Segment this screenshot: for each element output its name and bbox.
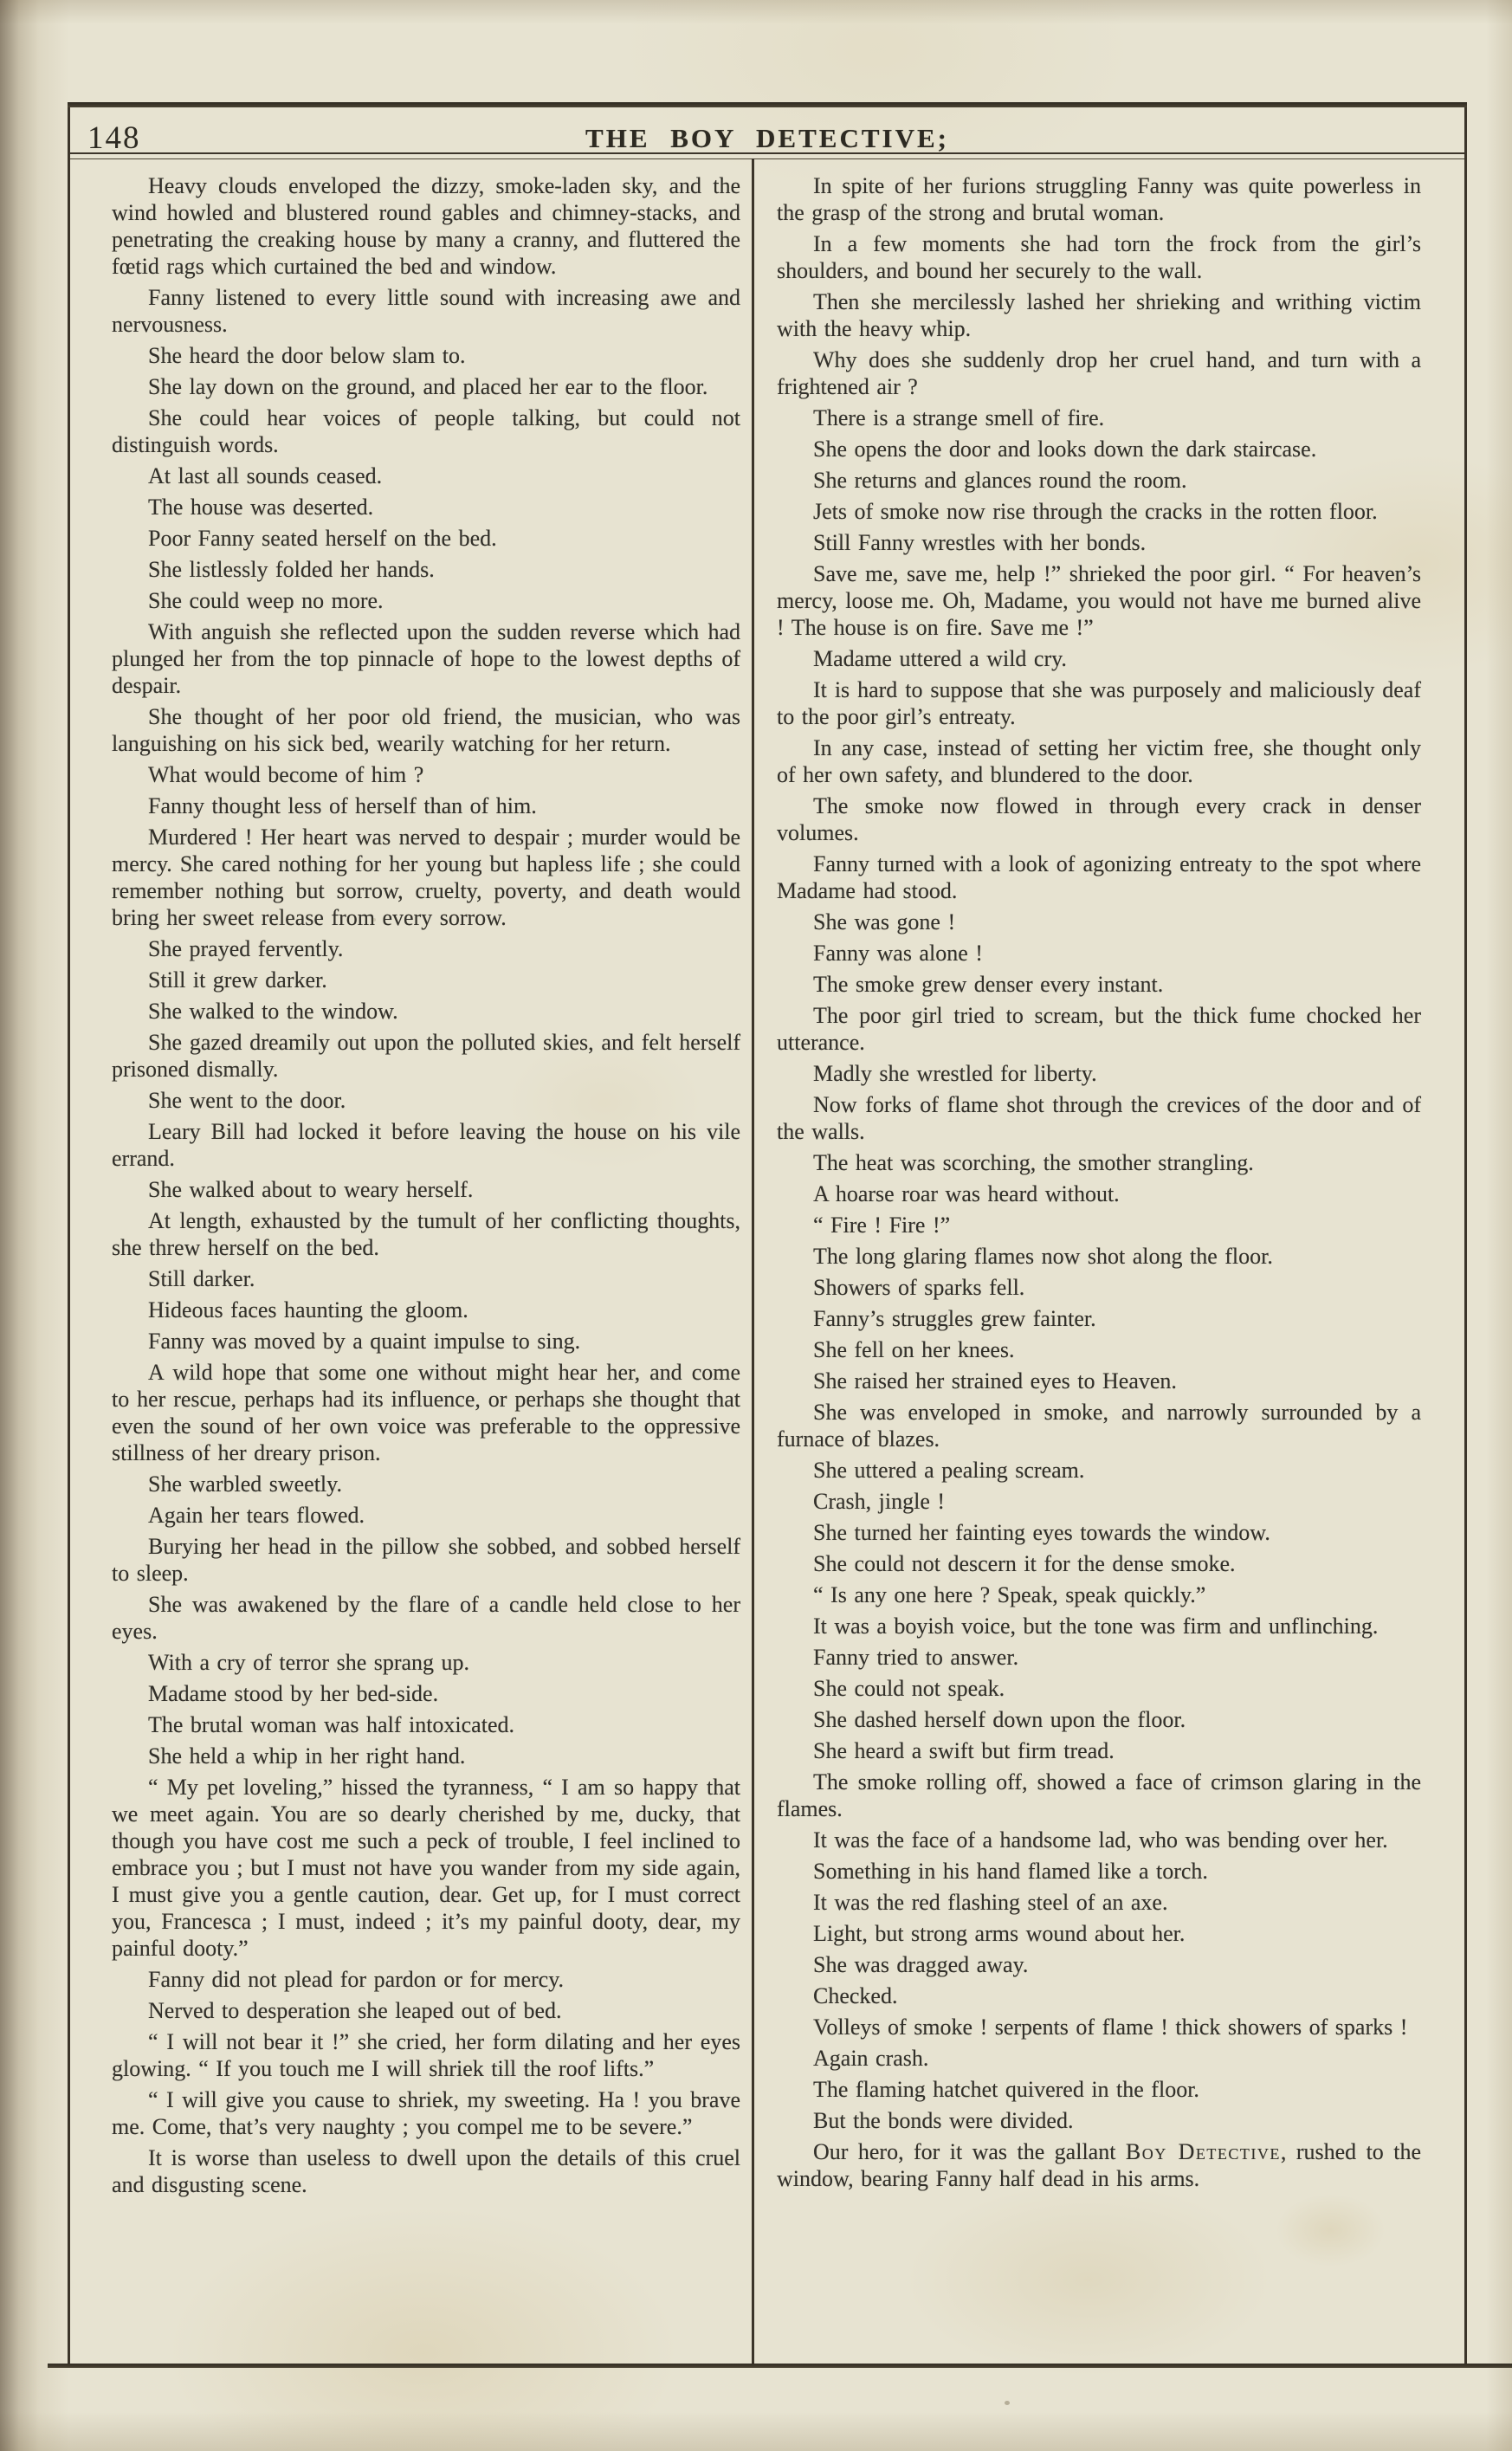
paragraph: She was awakened by the flare of a candle held close to her eyes. <box>112 1592 740 1644</box>
top-rule <box>68 102 1467 107</box>
paragraph: At length, exhausted by the tumult of her conflicting thoughts, she threw herself on the bed. <box>112 1208 740 1260</box>
paragraph: It is worse than useless to dwell upon the details of this cruel and disgusting scene. <box>112 2145 740 2197</box>
paragraph: Volleys of smoke ! serpents of flame ! thick showers of sparks ! <box>813 2014 1408 2040</box>
paragraph: What would become of him ? <box>148 762 424 787</box>
paragraph: Murdered ! Her heart was nerved to despair ; murder would be mercy. She cared nothing for her young but hapless life ; she could remember nothing but sorrow, cruelty, poverty, and death would bring her sweet release from every sorrow. <box>112 825 740 930</box>
paragraph: The smoke rolling off, showed a face of crimson glaring in the flames. <box>777 1769 1421 1821</box>
paragraph: Fanny did not plead for pardon or for mercy. <box>148 1967 565 1992</box>
paragraph: A wild hope that some one without might hear her, and come to her rescue, perhaps had its influence, or perhaps she thought that even the sound of her own voice was preferable to the oppressive stillness of her dreary prison. <box>112 1360 740 1465</box>
paragraph: Hideous faces haunting the gloom. <box>148 1297 468 1323</box>
paragraph: Now forks of flame shot through the crevices of the door and of the walls. <box>777 1092 1421 1144</box>
paragraph: She prayed fervently. <box>148 936 344 961</box>
paragraph: Light, but strong arms wound about her. <box>813 1921 1186 1946</box>
paragraph: She dashed herself down upon the floor. <box>813 1707 1186 1732</box>
paragraph: She raised her strained eyes to Heaven. <box>813 1368 1177 1394</box>
final-paragraph-prefix: Our hero, for it was the gallant <box>813 2139 1126 2164</box>
paragraph: She lay down on the ground, and placed her ear to the floor. <box>148 374 708 399</box>
running-head <box>70 113 1464 158</box>
paragraph: Save me, save me, help !” shrieked the poor girl. “ For heaven’s mercy, loose me. Oh, Madame, you would not have me burned alive ! The house is on fire. Save me !” <box>777 561 1421 640</box>
text-columns <box>70 158 1464 2366</box>
paragraph: Fanny turned with a look of agonizing entreaty to the spot where Madame had stood. <box>777 851 1421 903</box>
paragraph: With anguish she reflected upon the sudden reverse which had plunged her from the top pinnacle of hope to the lowest depths of despair. <box>112 619 740 698</box>
paragraph: But the bonds were divided. <box>813 2108 1074 2133</box>
paragraph: Heavy clouds enveloped the dizzy, smoke-laden sky, and the wind howled and blustered round gables and chimney-stacks, and penetrating the creaking house by many a cranny, and fluttered the fœtid rags which curtained the bed and window. <box>112 173 740 279</box>
paragraph: At last all sounds ceased. <box>148 463 383 488</box>
paragraph: Again her tears flowed. <box>148 1503 365 1528</box>
paragraph: She heard a swift but firm tread. <box>813 1738 1115 1763</box>
paragraph: Why does she suddenly drop her cruel hand, and turn with a frightened air ? <box>777 347 1421 399</box>
final-paragraph-suffix: , rushed to the window, bearing Fanny half dead in his arms. <box>777 2139 1421 2191</box>
page-title: THE BOY DETECTIVE; <box>585 123 949 153</box>
paragraph: Showers of sparks fell. <box>813 1275 1025 1300</box>
paragraph: Still Fanny wrestles with her bonds. <box>813 530 1147 555</box>
paragraph: She could not descern it for the dense smoke. <box>813 1551 1236 1576</box>
paragraph: The long glaring flames now shot along the floor. <box>813 1244 1273 1269</box>
right-column-paragraphs <box>777 172 1421 2134</box>
paragraph: She went to the door. <box>148 1088 346 1113</box>
paragraph: The house was deserted. <box>148 495 374 520</box>
paragraph: She held a whip in her right hand. <box>148 1743 466 1769</box>
paragraph: She turned her fainting eyes towards the window. <box>813 1520 1270 1545</box>
paragraph: Crash, jingle ! <box>813 1489 946 1514</box>
paragraph: She was gone ! <box>813 909 956 934</box>
paragraph: She walked about to weary herself. <box>148 1177 474 1202</box>
paragraph: It was a boyish voice, but the tone was firm and unflinching. <box>813 1614 1379 1639</box>
paragraph: Fanny listened to every little sound with increasing awe and nervousness. <box>112 285 740 337</box>
paragraph: There is a strange smell of fire. <box>813 405 1105 430</box>
paragraph: She thought of her poor old friend, the musician, who was languishing on his sick bed, wearily watching for her return. <box>112 704 740 756</box>
paragraph: Burying her head in the pillow she sobbed, and sobbed herself to sleep. <box>112 1534 740 1586</box>
paragraph: It is hard to suppose that she was purposely and maliciously deaf to the poor girl’s entreaty. <box>777 677 1421 729</box>
paragraph: Fanny was alone ! <box>813 941 983 966</box>
paragraph: She returns and glances round the room. <box>813 468 1187 493</box>
left-column <box>70 158 752 2366</box>
paragraph: Jets of smoke now rise through the cracks in the rotten floor. <box>813 499 1378 524</box>
paragraph: Fanny’s struggles grew fainter. <box>813 1306 1096 1331</box>
paragraph: Madame stood by her bed-side. <box>148 1681 439 1706</box>
paragraph: She could hear voices of people talking, but could not distinguish words. <box>112 405 740 457</box>
bottom-rule <box>48 2364 1512 2368</box>
paragraph: “ My pet loveling,” hissed the tyranness, “ I am so happy that we meet again. You are so dearly cherished by me, ducky, that though you have cost me such a peck of trouble, I feel inclined to embrace you ; but I must not have you wander from my side again, I must give you a gentle caution, dear. Get up, for I must correct you, Francesca ; I must, indeed ; it’s my painful dooty, dear, my painful dooty.” <box>112 1775 740 1961</box>
final-paragraph <box>777 2138 1421 2192</box>
paragraph: A hoarse roar was heard without. <box>813 1181 1120 1206</box>
paragraph: Fanny was moved by a quaint impulse to sing. <box>148 1329 581 1354</box>
page-frame <box>68 102 1467 2366</box>
paragraph: She warbled sweetly. <box>148 1471 342 1497</box>
paragraph: Leary Bill had locked it before leaving the house on his vile errand. <box>112 1119 740 1171</box>
paragraph: She heard the door below slam to. <box>148 343 466 368</box>
right-column <box>754 158 1464 2366</box>
paper-speck <box>372 918 376 922</box>
paragraph: The smoke grew denser every instant. <box>813 972 1164 997</box>
paragraph: She could weep no more. <box>148 588 384 613</box>
paragraph: In a few moments she had torn the frock from the girl’s shoulders, and bound her securely to the wall. <box>777 231 1421 283</box>
paragraph: She gazed dreamily out upon the polluted skies, and felt herself prisoned dismally. <box>112 1030 740 1082</box>
paragraph: Nerved to desperation she leaped out of bed. <box>148 1998 562 2023</box>
paragraph: In spite of her furions struggling Fanny was quite powerless in the grasp of the strong and brutal woman. <box>777 173 1421 225</box>
paragraph: Fanny tried to answer. <box>813 1645 1019 1670</box>
paragraph: Madly she wrestled for liberty. <box>813 1061 1097 1086</box>
paragraph: Something in his hand flamed like a torch. <box>813 1859 1208 1884</box>
paragraph: She was enveloped in smoke, and narrowly surrounded by a furnace of blazes. <box>777 1400 1421 1452</box>
paragraph: “ Fire ! Fire !” <box>813 1213 951 1238</box>
paper-speck <box>1005 2401 1010 2405</box>
paragraph: She opens the door and looks down the dark staircase. <box>813 437 1317 462</box>
paragraph: She uttered a pealing scream. <box>813 1458 1085 1483</box>
page-number: 148 <box>87 120 141 156</box>
paragraph: She walked to the window. <box>148 999 398 1024</box>
paragraph: She was dragged away. <box>813 1952 1029 1977</box>
paragraph: She could not speak. <box>813 1676 1005 1701</box>
boy-detective-smallcaps: Boy Detective <box>1125 2139 1281 2164</box>
paragraph: Then she mercilessly lashed her shrieking and writhing victim with the heavy whip. <box>777 289 1421 341</box>
paragraph: In any case, instead of setting her victim free, she thought only of her own safety, and blundered to the door. <box>777 735 1421 787</box>
paragraph: With a cry of terror she sprang up. <box>148 1650 470 1675</box>
paragraph: She listlessly folded her hands. <box>148 557 435 582</box>
paragraph: The brutal woman was half intoxicated. <box>148 1712 514 1737</box>
paragraph: Poor Fanny seated herself on the bed. <box>148 526 497 551</box>
paragraph: It was the red flashing steel of an axe. <box>813 1890 1168 1915</box>
paragraph: Still darker. <box>148 1266 255 1291</box>
paragraph: The heat was scorching, the smother strangling. <box>813 1150 1254 1175</box>
paragraph: The poor girl tried to scream, but the thick fume chocked her utterance. <box>777 1003 1421 1055</box>
paragraph: The flaming hatchet quivered in the floor. <box>813 2077 1199 2102</box>
paragraph: “ I will give you cause to shriek, my sweeting. Ha ! you brave me. Come, that’s very naughty ; you compel me to be severe.” <box>112 2087 740 2139</box>
paragraph: It was the face of a handsome lad, who was bending over her. <box>813 1827 1388 1853</box>
paragraph: Madame uttered a wild cry. <box>813 646 1067 671</box>
paragraph: Checked. <box>813 1983 898 2008</box>
paragraph: The smoke now flowed in through every crack in denser volumes. <box>777 793 1421 845</box>
paragraph: Again crash. <box>813 2046 929 2071</box>
paragraph: Fanny thought less of herself than of him. <box>148 793 537 818</box>
paragraph: Still it grew darker. <box>148 967 327 993</box>
paragraph: She fell on her knees. <box>813 1337 1015 1362</box>
paragraph: “ Is any one here ? Speak, speak quickly.” <box>813 1582 1206 1607</box>
paragraph: “ I will not bear it !” she cried, her form dilating and her eyes glowing. “ If you touch me I will shriek till the roof lifts.” <box>112 2029 740 2081</box>
